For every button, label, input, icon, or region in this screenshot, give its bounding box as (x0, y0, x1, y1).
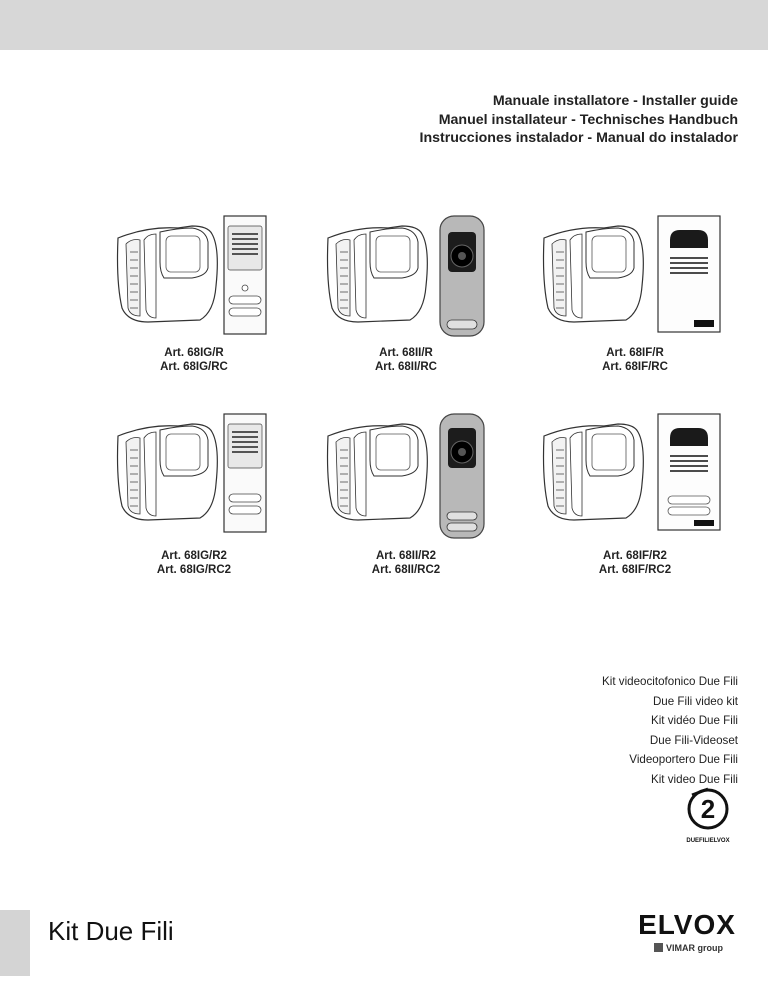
kit-name: Due Fili-Videoset (649, 733, 738, 747)
vimar-mark-icon (654, 943, 663, 952)
due-fili-number: 2 (700, 794, 716, 824)
due-fili-logo-icon (680, 785, 736, 845)
kit-name: Kit video Due Fili (651, 772, 738, 786)
article-code: Art. 68IG/RC2 (156, 564, 232, 576)
article-code: Art. 68IG/R2 (161, 550, 227, 562)
product-illustration (108, 212, 278, 338)
article-caption (535, 346, 735, 374)
product-illustration (108, 410, 278, 536)
kit-name-list (602, 672, 738, 789)
kit-name: Due Fili video kit (652, 694, 738, 708)
kit-drawing (318, 410, 488, 540)
article-caption (535, 549, 735, 577)
article-code: Art. 68IG/RC (160, 361, 228, 373)
kit-name: Videoportero Due Fili (629, 753, 738, 766)
article-code: Art. 68II/RC (375, 361, 437, 373)
kit-name: Kit videocitofonico Due Fili (602, 675, 738, 688)
brand-group: VIMAR group (666, 943, 723, 953)
elvox-logo (632, 908, 742, 958)
product-illustration (534, 212, 724, 334)
due-fili-logo (680, 785, 736, 845)
manual-title-line: Manuale installatore - Installer guide (492, 93, 738, 109)
article-caption (94, 346, 294, 374)
article-caption (306, 346, 506, 374)
article-code: Art. 68IF/R2 (603, 550, 667, 562)
article-code: Art. 68IF/RC2 (598, 564, 672, 576)
kit-drawing (534, 410, 724, 532)
manual-title-line: Instrucciones instalador - Manual do instalador (419, 130, 738, 146)
kit-drawing (534, 212, 724, 334)
kit-drawing (108, 410, 278, 536)
due-fili-label: DUEFILIELVOX (686, 838, 730, 844)
brand-name: ELVOX (638, 909, 736, 940)
article-code: Art. 68II/RC2 (371, 564, 441, 576)
article-code: Art. 68IF/R (606, 347, 664, 359)
manual-title-line: Manuel installateur - Technisches Handbuch (438, 111, 738, 128)
elvox-brand (632, 908, 742, 958)
footer-title: Kit Due Fili (48, 916, 174, 946)
manual-titles (420, 92, 739, 148)
article-code: Art. 68II/R (379, 347, 433, 359)
kit-name: Kit vidéo Due Fili (651, 714, 738, 727)
product-illustration (318, 410, 488, 540)
article-caption (94, 549, 294, 577)
kit-drawing (108, 212, 278, 338)
article-code: Art. 68IF/RC (602, 361, 668, 373)
article-code: Art. 68IG/R (164, 347, 224, 359)
article-caption (306, 549, 506, 577)
product-illustration (318, 212, 488, 342)
kit-drawing (318, 212, 488, 342)
footer-tab (0, 910, 30, 976)
product-illustration (534, 410, 724, 532)
article-code: Art. 68II/R2 (375, 550, 437, 562)
top-band (0, 0, 768, 50)
